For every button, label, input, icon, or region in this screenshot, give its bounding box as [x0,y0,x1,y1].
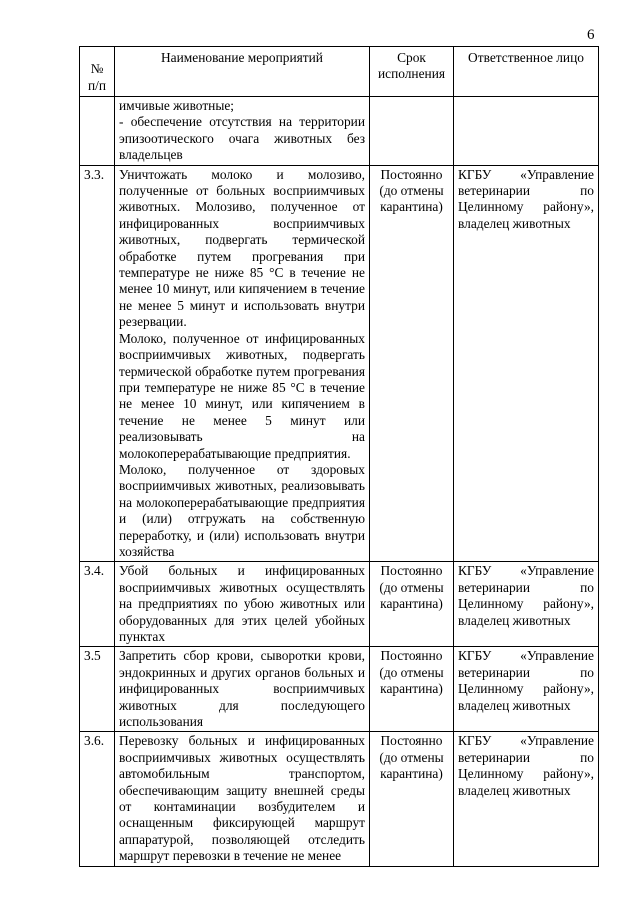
row-number: 3.3. [80,165,115,562]
row-responsible: КГБУ «Управление ветеринарии по Целинному району», владелец животных [454,732,599,866]
row-number: 3.4. [80,562,115,647]
table-row [80,647,599,732]
measure-paragraph: Запретить сбор крови, сыворотки крови, эндокринных и других органов больных и инфицированных восприимчивых животных для последующего использования [119,648,365,730]
continuation-line-1: имчивые животные; [119,98,234,113]
row-responsible: КГБУ «Управление ветеринарии по Целинному району», владелец животных [454,165,599,562]
row-number: 3.5 [80,647,115,732]
header-number [80,47,115,97]
header-number-top: № [90,61,104,77]
row-responsible: КГБУ «Управление ветеринарии по Целинному району», владелец животных [454,562,599,647]
measure-paragraph: Перевозку больных и инфицированных восприимчивых животных осуществлять автомобильным транспортом, обеспечивающим защиту внешней среды от контаминации возбудителем и оснащенным фиксирующей маршрут аппаратурой, позволяющей отследить маршрут перевозки в течение не менее [119,733,365,864]
table-row-continuation [80,97,599,166]
row-deadline: Постоянно (до отмены карантина) [370,647,454,732]
table-row [80,562,599,647]
cell-num [80,97,115,166]
row-measure [115,732,370,866]
page-number: 6 [587,27,595,43]
row-measure [115,165,370,562]
cell-name [115,97,370,166]
row-measure [115,562,370,647]
row-deadline: Постоянно (до отмены карантина) [370,165,454,562]
header-name: Наименование мероприятий [115,47,370,97]
table-header-row [80,47,599,97]
measures-table [79,46,599,867]
header-responsible: Ответственное лицо [454,47,599,97]
cell-responsible [454,97,599,166]
table-row [80,732,599,866]
table-row [80,165,599,562]
continuation-line-2: - обеспечение отсутствия на территории эпизоотического очага животных без владельцев [119,114,365,163]
measure-paragraph: Убой больных и инфицированных восприимчивых животных осуществлять на предприятиях по убою животных или оборудованных для этих целей убойных пунктах [119,563,365,644]
row-deadline: Постоянно (до отмены карантина) [370,562,454,647]
row-number: 3.6. [80,732,115,866]
measure-paragraph: Молоко, полученное от инфицированных восприимчивых животных, подвергать термической обработке путем прогревания при температуре не ниже 85 °С в течение не менее 10 минут, или кипячением в течение не менее 5 минут или реализовывать на молокоперерабатывающие предприятия. [119,330,365,461]
header-deadline: Срок исполнения [370,47,454,97]
row-responsible: КГБУ «Управление ветеринарии по Целинному району», владелец животных [454,647,599,732]
row-deadline: Постоянно (до отмены карантина) [370,732,454,866]
measure-paragraph: Уничтожать молоко и молозиво, полученные от больных восприимчивых животных. Молозиво, полученное от инфицированных восприимчивых животных, подвергать термической обработке путем прогревания при температуре не ниже 85 °С в течение не менее 10 минут, или кипячением в течение не менее 5 минут и использовать внутри резервации. [119,166,365,330]
measure-paragraph: Молоко, полученное от здоровых восприимчивых животных, реализовывать на молокоперерабатывающие предприятия и (или) отгружать на собственную переработку, и (или) использовать внутри хозяйства [119,461,365,559]
header-number-bottom: п/п [87,77,107,93]
row-measure [115,647,370,732]
cell-deadline [370,97,454,166]
